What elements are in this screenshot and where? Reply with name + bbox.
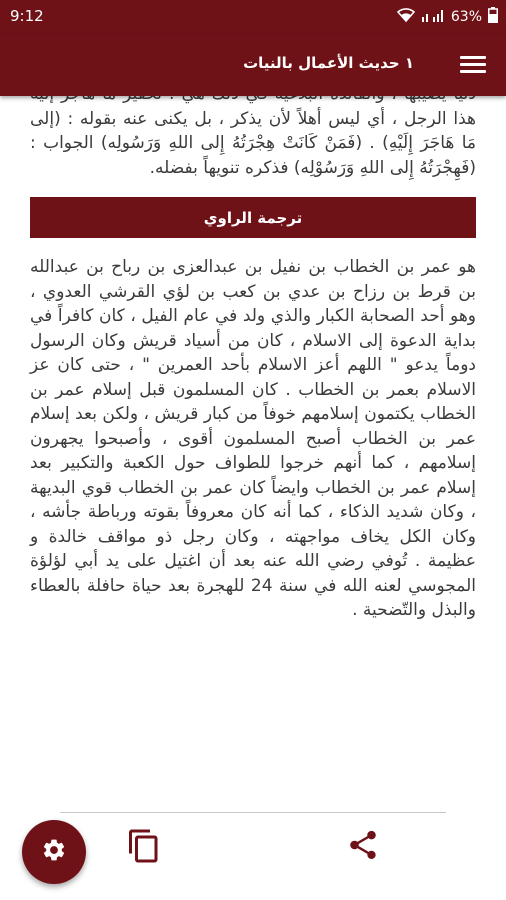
status-indicators <box>397 7 498 27</box>
divider <box>60 812 446 813</box>
explanation-paragraph: هذا الرجل ، أي ليس أهلاً لأن يذكر ، بل يكنى عنه بقوله : (إلى مَا هَاجَرَ إِلَيْهِ) . (فَمَنْ كَانَتْ هِجْرَتُهُ إِلى اللهِ وَرَسُولِه) الجواب : (فَهِجْرَتُهُ إِلى اللهِ وَرَسُوْلِه) فذكره تنويهاً بفضله. <box>30 108 476 178</box>
app-title: ١ حديث الأعمال بالنيات <box>243 54 414 72</box>
menu-icon <box>460 56 486 73</box>
battery-percent: 63% <box>450 9 482 25</box>
hadith-content[interactable] <box>0 96 506 816</box>
share-button[interactable] <box>346 828 380 866</box>
copy-icon <box>126 849 162 868</box>
settings-button[interactable] <box>22 820 86 884</box>
narrator-biography: هو عمر بن الخطاب بن نفيل بن عبدالعزى بن رباح بن عبدالله بن قرط بن رزاح بن عدي بن كعب بن لؤي القرشي العدوي ، وهو أحد الصحابة الكبار والذي ولد في عام الفيل ، كان كافراً في بداية الدعوة إلى الاسلام ، كان من أسياد قريش وكان الرسول دوماً يدعو " اللهم أعز الاسلام بأحد العمرين " ، حتى كان عز الاسلام بعمر بن الخطاب . كان المسلمون قبل إسلام عمر بن الخطاب يكتمون إسلامهم خوفاً من كبار قريش ، ولكن بعد إسلام عمر بن الخطاب أصبح المسلمون أقوى ، وأصبحوا يجهرون إسلامهم ، كما أنهم خرجوا للطواف حول الكعبة والتكبير بعد إسلام عمر بن الخطاب وايضاً كان عمر بن الخطاب قوي البديهة ، وكان شديد الذكاء ، كما أنه كان معروفاً بقوته ورباطة جأشه ، وكان الكل يخاف مواجهته ، وكان رجل ذو مواقف خالدة و عظيمة . تُوفي رضي الله عنه بعد أن اغتيل على يد أبي لؤلؤة المجوسي لعنه الله في سنة 24 للهجرة بعد حياة حافلة بالعطاء والبذل والتّضحية . <box>30 257 476 620</box>
share-icon <box>346 847 380 866</box>
status-bar <box>0 0 506 34</box>
wifi-icon <box>397 8 415 26</box>
copy-button[interactable] <box>126 828 162 868</box>
battery-icon <box>488 7 498 27</box>
gear-icon <box>41 837 67 867</box>
signal-icon <box>421 8 445 26</box>
section-header-narrator: ترجمة الراوي <box>30 197 476 238</box>
status-time: 9:12 <box>10 7 44 25</box>
app-bar <box>0 34 506 96</box>
menu-button[interactable] <box>460 52 486 76</box>
